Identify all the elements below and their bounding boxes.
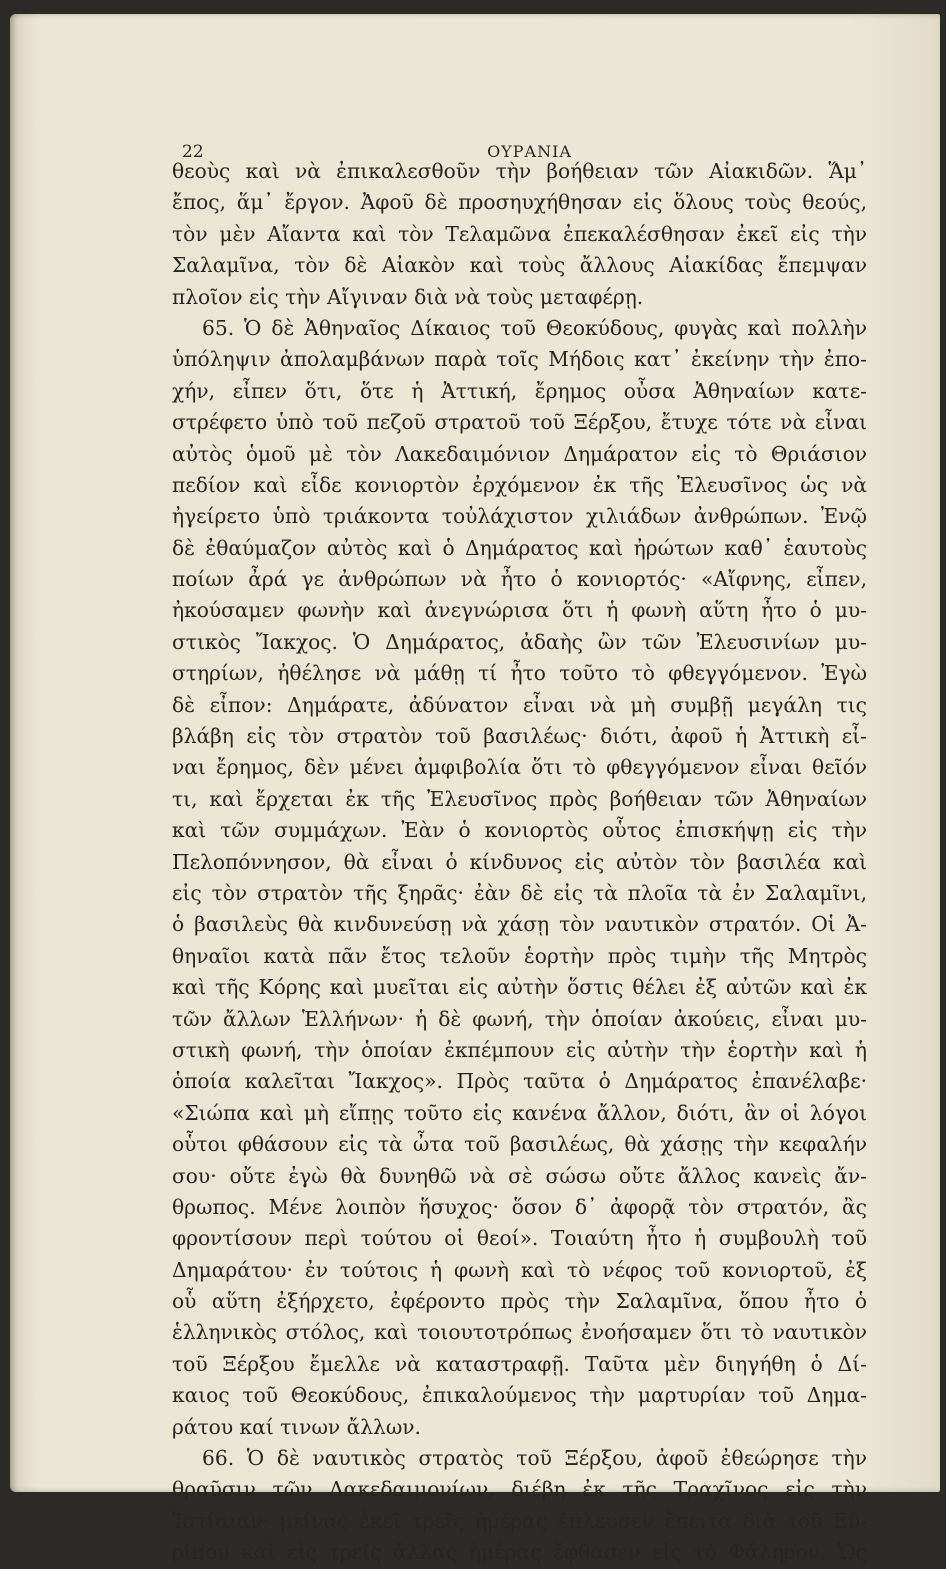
text-line: βλάβη εἰς τὸν στρατὸν τοῦ βασιλέως· διότι, ἀφοῦ ἡ Ἀττικὴ εἶ- xyxy=(172,724,867,749)
text-line: ἔπος, ἅμ᾽ ἔργον. Ἀφοῦ δὲ προσηυχήθησαν εἰς ὅλους τοὺς θεούς, xyxy=(172,190,867,215)
text-line: τῶν ἄλλων Ἑλλήνων· ἡ δὲ φωνή, τὴν ὁποίαν ἀκούεις, εἶναι μυ- xyxy=(172,1006,867,1031)
text-line: θηναῖοι κατὰ πᾶν ἔτος τελοῦν ἑορτὴν πρὸς τιμὴν τῆς Μητρὸς xyxy=(172,943,867,968)
text-line: δὲ ἐθαύμαζον αὐτὸς καὶ ὁ Δημάρατος καὶ ἠρώτων καθ᾽ ἑαυτοὺς xyxy=(172,535,867,560)
text-line: οὗ αὕτη ἐξήρχετο, ἐφέροντο πρὸς τὴν Σαλαμῖνα, ὅπου ἦτο ὁ xyxy=(172,1289,867,1314)
text-line: θραῦσιν τῶν Λακεδαιμονίων, διέβη ἐκ τῆς Τραχῖνος εἰς τὴν xyxy=(172,1477,867,1502)
text-line: θεοὺς καὶ νὰ ἐπικαλεσθοῦν τὴν βοήθειαν τῶν Αἰακιδῶν. Ἅμ᾽ xyxy=(172,159,867,183)
text-line: «Σιώπα καὶ μὴ εἴπῃς τοῦτο εἰς κανένα ἄλλον, διότι, ἂν οἱ λόγοι xyxy=(172,1100,867,1125)
text-line: τὸν μὲν Αἴαντα καὶ τὸν Τελαμῶνα ἐπεκαλέσθησαν ἐκεῖ εἰς τὴν xyxy=(172,221,867,246)
text-line: ἠκούσαμεν φωνὴν καὶ ἀνεγνώρισα ὅτι ἡ φωνὴ αὕτη ἦτο ὁ μυ- xyxy=(172,598,867,623)
text-line: ὑπόληψιν ἀπολαμβάνων παρὰ τοῖς Μήδοις κατ᾽ ἐκείνην τὴν ἐπο- xyxy=(172,347,867,372)
text-line: πεδίον καὶ εἶδε κονιορτὸν ἐρχόμενον ἐκ τῆς Ἐλευσῖνος ὡς νὰ xyxy=(172,472,867,497)
text-line: στρέφετο ὑπὸ τοῦ πεζοῦ στρατοῦ τοῦ Ξέρξου, ἔτυχε τότε νὰ εἶναι xyxy=(172,410,867,435)
text-line: χήν, εἶπεν ὅτι, ὅτε ἡ Ἀττική, ἔρημος οὖσα Ἀθηναίων κατε- xyxy=(172,378,867,403)
text-line: στικὸς Ἴακχος. Ὁ Δημάρατος, ἀδαὴς ὢν τῶν Ἐλευσινίων μυ- xyxy=(172,629,867,654)
text-line: τοῦ Ξέρξου ἔμελλε νὰ καταστραφῇ. Ταῦτα μὲν διηγήθη ὁ Δί- xyxy=(172,1351,867,1376)
text-line: φροντίσουν περὶ τούτου οἱ θεοί». Τοιαύτη ἦτο ἡ συμβουλὴ τοῦ xyxy=(172,1226,867,1251)
text-line: ὁ βασιλεὺς θὰ κινδυνεύσῃ νὰ χάσῃ τὸν ναυτικὸν στρατόν. Οἱ Ἀ- xyxy=(172,912,867,937)
text-line: ράτου καί τινων ἄλλων. xyxy=(172,1414,421,1439)
text-line: οὗτοι φθάσουν εἰς τὰ ὦτα τοῦ βασιλέως, θὰ χάσῃς τὴν κεφαλήν xyxy=(172,1132,867,1157)
text-line: ναι ἔρημος, δὲν μένει ἀμφιβολία ὅτι τὸ φθεγγόμενον εἶναι θεῖόν xyxy=(172,755,867,780)
text-line: ὁποία καλεῖται Ἴακχος». Πρὸς ταῦτα ὁ Δημάρατος ἐπανέλαβε· xyxy=(172,1069,867,1094)
paragraph-start-66: 66. Ὁ δὲ ναυτικὸς στρατὸς τοῦ Ξέρξου, ἀφοῦ ἐθεώρησε τὴν xyxy=(202,1446,867,1471)
text-line: εἰς τὸν στρατὸν τῆς ξηρᾶς· ἐὰν δὲ εἰς τὰ πλοῖα τὰ ἐν Σαλαμῖνι, xyxy=(172,880,867,905)
text-line: στικὴ φωνή, τὴν ὁποίαν ἐκπέμπουν εἰς αὐτὴν τὴν ἑορτὴν καὶ ἡ xyxy=(172,1037,867,1062)
running-title: ΟΥΡΑΝΙΑ xyxy=(487,142,572,161)
text-line: σου· οὔτε ἐγὼ θὰ δυνηθῶ νὰ σὲ σώσω οὔτε ἄλλος κανεὶς ἄν- xyxy=(172,1163,867,1188)
page-number: 22 xyxy=(182,142,204,162)
text-line: καὶ τῶν συμμάχων. Ἐὰν ὁ κονιορτὸς οὗτος ἐπισκήψῃ εἰς τὴν xyxy=(172,818,867,843)
text-line: δὲ εἶπον: Δημάρατε, ἀδύνατον εἶναι νὰ μὴ συμβῇ μεγάλη τις xyxy=(172,692,867,717)
text-line: ἑλληνικὸς στόλος, καὶ τοιουτοτρόπως ἐνοήσαμεν ὅτι τὸ ναυτικὸν xyxy=(172,1320,867,1345)
text-line: Δημαράτου· ἐν τούτοις ἡ φωνὴ καὶ τὸ νέφος τοῦ κονιορτοῦ, ἐξ xyxy=(172,1257,867,1282)
text-line: πλοῖον εἰς τὴν Αἴγιναν διὰ νὰ τοὺς μεταφέρῃ. xyxy=(172,284,644,309)
text-line: Σαλαμῖνα, τὸν δὲ Αἰακὸν καὶ τοὺς ἄλλους Αἰακίδας ἔπεμψαν xyxy=(172,253,867,278)
text-line: τι, καὶ ἔρχεται ἐκ τῆς Ἐλευσῖνος πρὸς βοήθειαν τῶν Ἀθηναίων xyxy=(172,786,867,811)
text-line: καιος τοῦ Θεοκύδους, ἐπικαλούμενος τὴν μαρτυρίαν τοῦ Δημα- xyxy=(172,1383,867,1408)
text-line: ρίπου καὶ εἰς τρεῖς ἄλλας ἡμέρας ἔφθασεν εἰς τὸ Φάληρον. Ὡς xyxy=(172,1540,867,1565)
text-line: θρωπος. Μένε λοιπὸν ἥσυχος· ὅσον δ᾽ ἀφορᾷ τὸν στρατόν, ἂς xyxy=(172,1194,867,1219)
text-line: Πελοπόννησον, θὰ εἶναι ὁ κίνδυνος εἰς αὐτὸν τὸν βασιλέα καὶ xyxy=(172,849,867,874)
text-line: καὶ τῆς Κόρης καὶ μυεῖται εἰς αὐτὴν ὅστις θέλει ἐξ αὐτῶν καὶ ἐκ xyxy=(172,975,867,1000)
body-text xyxy=(172,156,867,1569)
text-line: αὐτὸς ὁμοῦ μὲ τὸν Λακεδαιμόνιον Δημάρατον εἰς τὸ Θριάσιον xyxy=(172,441,867,466)
text-line: ἠγείρετο ὑπὸ τριάκοντα τοὐλάχιστον χιλιάδων ἀνθρώπων. Ἐνῷ xyxy=(172,504,867,529)
text-line: στηρίων, ἠθέλησε νὰ μάθῃ τί ἦτο τοῦτο τὸ φθεγγόμενον. Ἐγὼ xyxy=(172,661,867,686)
text-line: ποίων ἆρά γε ἀνθρώπων νὰ ἦτο ὁ κονιορτός· «Αἴφνης, εἶπεν, xyxy=(172,567,867,592)
paragraph-start-65: 65. Ὁ δὲ Ἀθηναῖος Δίκαιος τοῦ Θεοκύδους, φυγὰς καὶ πολλὴν xyxy=(202,315,867,340)
text-line: Ἱστίαιαν· μείνας ἐκεῖ τρεῖς ἡμέρας ἔπλευσεν ἔπειτα διὰ τοῦ Εὐ- xyxy=(172,1508,867,1533)
